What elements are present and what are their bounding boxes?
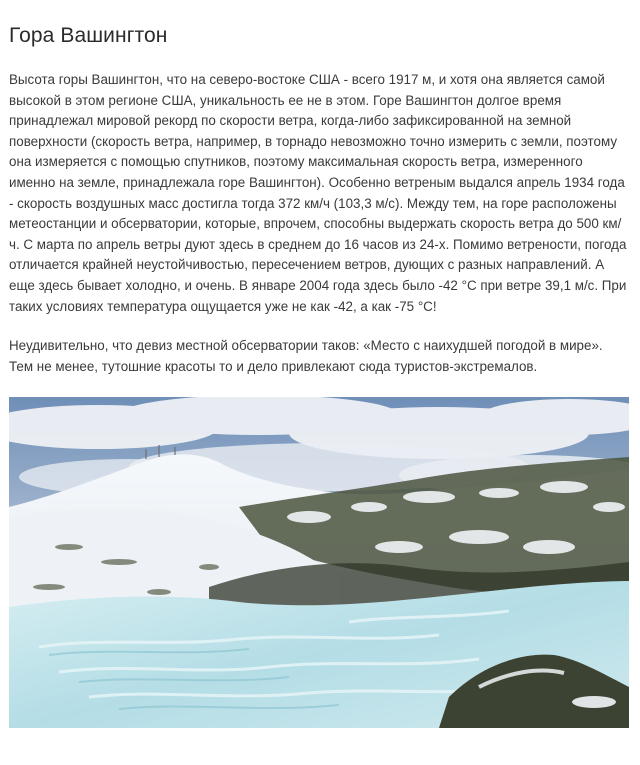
article-paragraph-1: Высота горы Вашингтон, что на северо-востоке США - всего 1917 м, и хотя она является самой высокой в этом регионе США, уникальность ее не в этом. Горе Вашингтон долгое время принадлежал мировой рекорд по скорости ветра, когда-либо зафиксированной на земной поверхности (скорость ветра, например, в торнадо невозможно точно измерить с земли, поэтому она измеряется с помощью спутников, поэтому максимальная скорость ветра, измеренного именно на земле, принадлежала горе Вашингтон). Особенно ветреным выдался апрель 1934 года - скорость воздушных масс достигла тогда 372 км/ч (103,3 м/с). Между тем, на горе расположены метеостанции и обсерватории, которые, впрочем, способны выдержать скорость ветра до 500 км/ч. С марта по апрель ветры дуют здесь в среднем до 16 часов из 24-х. Помимо ветрености, погода отличается крайней неустойчивостью, пересечением ветров, дующих с разных направлений. А еще здесь бывает холодно, и очень. В январе 2004 года здесь было -42 °С при ветре 39,1 м/с. При таких условиях температура ощущается уже не как -42, а как -75 °С! <box>9 72 627 314</box>
article-title: Гора Вашингтон <box>9 24 168 47</box>
mountain-illustration <box>9 397 629 728</box>
snow-mountain-photo <box>9 397 629 728</box>
article-paragraph-2: Неудивительно, что девиз местной обсерватории таков: «Место с наихудшей погодой в мире». Тем не менее, тутошние красоты то и дело привлекают сюда туристов-экстремалов. <box>9 338 603 374</box>
